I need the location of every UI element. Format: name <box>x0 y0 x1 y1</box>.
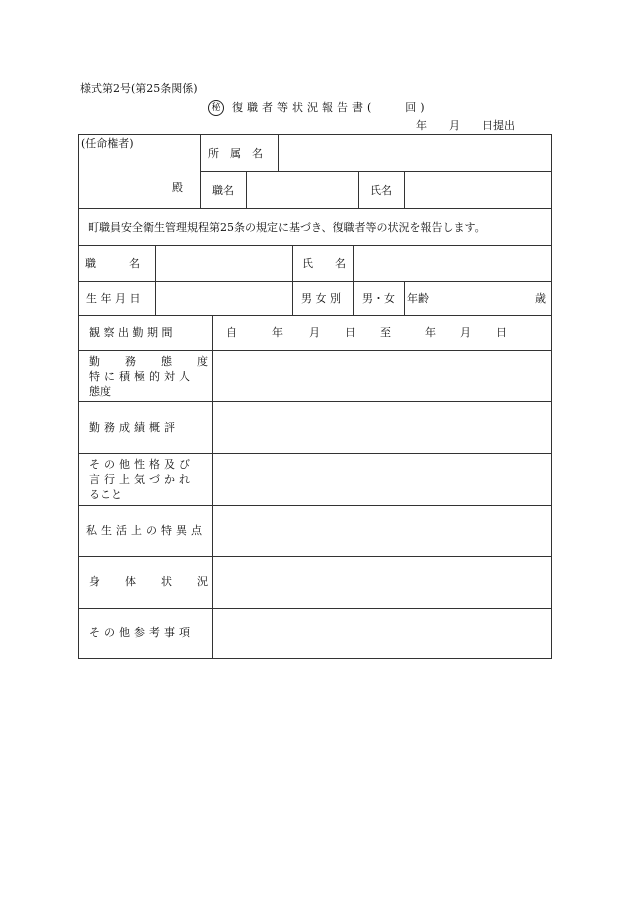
age-unit: 歳 <box>535 292 546 305</box>
period-from-month: 月 <box>309 326 320 339</box>
attitude-label-line2: 特に積極的対人 <box>89 370 194 383</box>
period-to-month: 月 <box>460 326 471 339</box>
private-life-field[interactable] <box>214 507 550 555</box>
period-from-year: 年 <box>272 326 283 339</box>
form-number: 様式第2号(第25条関係) <box>80 82 198 95</box>
physical-label: 身 体 状 況 <box>89 575 215 588</box>
confidential-seal-icon: 秘 <box>208 100 224 116</box>
person-post-label: 職 名 <box>85 257 140 270</box>
gender-label: 男 女 別 <box>301 292 341 305</box>
addressee-name-label: 氏名 <box>370 184 392 197</box>
performance-label: 勤務成績概評 <box>89 421 179 434</box>
character-field[interactable] <box>214 455 550 504</box>
birthdate-label: 生 年 月 日 <box>86 292 141 305</box>
department-field[interactable] <box>280 136 550 170</box>
department-label: 所 属 名 <box>208 147 263 160</box>
addressee-post-label: 職名 <box>212 184 234 197</box>
person-name-label: 氏 名 <box>302 257 346 270</box>
person-post-field[interactable] <box>157 247 291 280</box>
other-notes-field[interactable] <box>214 610 550 657</box>
character-label-line2: 言行上気づかれ <box>89 473 194 486</box>
character-label-line3: ること <box>89 488 122 501</box>
period-to: 至 <box>380 326 391 339</box>
character-label-line1: その他性格及び <box>89 458 194 471</box>
appointer-label: (任命権者) <box>81 137 134 150</box>
period-to-day: 日 <box>496 326 507 339</box>
addressee-name-field[interactable] <box>406 173 550 207</box>
person-name-field[interactable] <box>355 247 550 280</box>
honorific-label: 殿 <box>172 181 183 194</box>
performance-field[interactable] <box>214 403 550 452</box>
submission-date: 年 月 日提出 <box>416 119 515 132</box>
period-label: 観 察 出 勤 期 間 <box>89 326 173 339</box>
attitude-field[interactable] <box>214 352 550 400</box>
age-label: 年齢 <box>407 292 429 305</box>
attitude-label-line1: 勤 務 態 度 <box>89 355 215 368</box>
period-to-year: 年 <box>425 326 436 339</box>
statement-text: 町職員安全衛生管理規程第25条の規定に基づき、復職者等の状況を報告します。 <box>88 221 486 234</box>
other-notes-label: その他参考事項 <box>89 626 194 639</box>
period-from: 自 <box>226 326 237 339</box>
birthdate-field[interactable] <box>157 283 291 314</box>
addressee-post-field[interactable] <box>248 173 356 207</box>
period-from-day: 日 <box>345 326 356 339</box>
attitude-label-line3: 態度 <box>89 385 111 398</box>
gender-options[interactable]: 男・女 <box>362 292 395 305</box>
page-title: 復職者等状況報告書( 回) <box>232 101 429 114</box>
private-life-label: 私生活上の特異点 <box>86 524 206 537</box>
physical-field[interactable] <box>214 558 550 607</box>
